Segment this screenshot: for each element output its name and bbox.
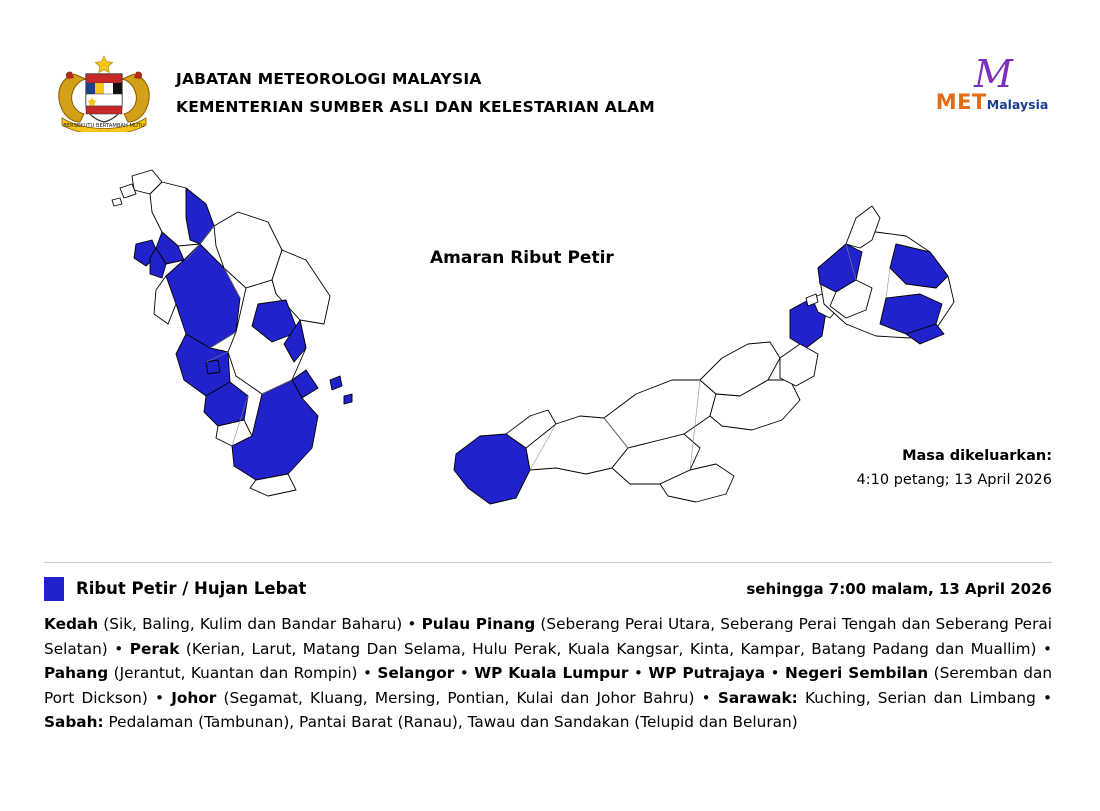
warning-state-name: Pahang <box>44 664 109 682</box>
warning-district-list: Kuching, Serian dan Limbang • <box>797 688 1052 707</box>
ministry-name: KEMENTERIAN SUMBER ASLI DAN KELESTARIAN ALAM <box>176 98 655 116</box>
met-wordmark: METMalaysia <box>935 90 1049 114</box>
legend-color-swatch <box>44 577 64 601</box>
warning-state-name: WP Putrajaya <box>648 664 766 682</box>
issued-time: 4:10 petang; 13 April 2026 <box>856 472 1052 488</box>
warning-district-list: • <box>765 664 786 682</box>
warning-areas-text <box>44 612 1052 735</box>
section-divider <box>44 562 1052 563</box>
warning-state-name: Kedah <box>44 615 99 633</box>
map-title: Amaran Ribut Petir <box>430 248 614 268</box>
agency-name: JABATAN METEOROLOGI MALAYSIA <box>176 70 482 88</box>
warning-district-list: • <box>454 664 475 682</box>
warning-state-name: Johor <box>171 688 217 707</box>
warning-district-list: • <box>628 664 649 682</box>
legend-label: Ribut Petir / Hujan Lebat <box>76 579 307 598</box>
warning-state-name: WP Kuala Lumpur <box>474 664 629 682</box>
warning-district-list: (Sik, Baling, Kulim dan Bandar Baharu) • <box>98 615 422 633</box>
warning-district-list: (Segamat, Kluang, Mersing, Pontian, Kulai dan Johor Bahru) • <box>216 688 718 707</box>
svg-text:BERSEKUTU BERTAMBAH MUTU: BERSEKUTU BERTAMBAH MUTU <box>63 123 145 129</box>
warning-state-name: Sarawak: <box>717 688 798 707</box>
issued-label: Masa dikeluarkan: <box>902 448 1052 464</box>
warning-district-list: (Jerantut, Kuantan dan Rompin) • <box>108 664 378 682</box>
warning-state-name: Perak <box>129 639 180 658</box>
malaysia-coat-of-arms-icon <box>44 52 164 132</box>
warning-district-list: Pedalaman (Tambunan), Pantai Barat (Ranau), Tawau dan Sandakan (Telupid dan Beluran) <box>103 713 798 731</box>
warning-state-name: Selangor <box>377 664 455 682</box>
warning-state-name: Sabah: <box>44 713 104 731</box>
warning-state-name: Pulau Pinang <box>421 615 536 633</box>
warning-district-list: (Seberang Perai Utara, Seberang Perai Tengah dan Seberang Perai Selatan) • <box>44 615 1052 658</box>
met-malaysia-logo <box>932 52 1052 120</box>
legend <box>44 576 1052 604</box>
warning-district-list: (Kerian, Larut, Matang Dan Selama, Hulu Perak, Kuala Kangsar, Kinta, Kampar, Batang Padang dan Muallim) • <box>179 639 1052 658</box>
met-swirl-icon: M <box>974 52 1010 96</box>
warning-district-list: (Seremban dan Port Dickson) • <box>44 664 1053 707</box>
page-header <box>0 0 1100 148</box>
malaysia-map-graphic <box>0 148 1100 548</box>
warning-map <box>0 148 1100 548</box>
warning-state-name: Negeri Sembilan <box>785 664 929 682</box>
legend-valid-until: sehingga 7:00 malam, 13 April 2026 <box>746 580 1052 598</box>
